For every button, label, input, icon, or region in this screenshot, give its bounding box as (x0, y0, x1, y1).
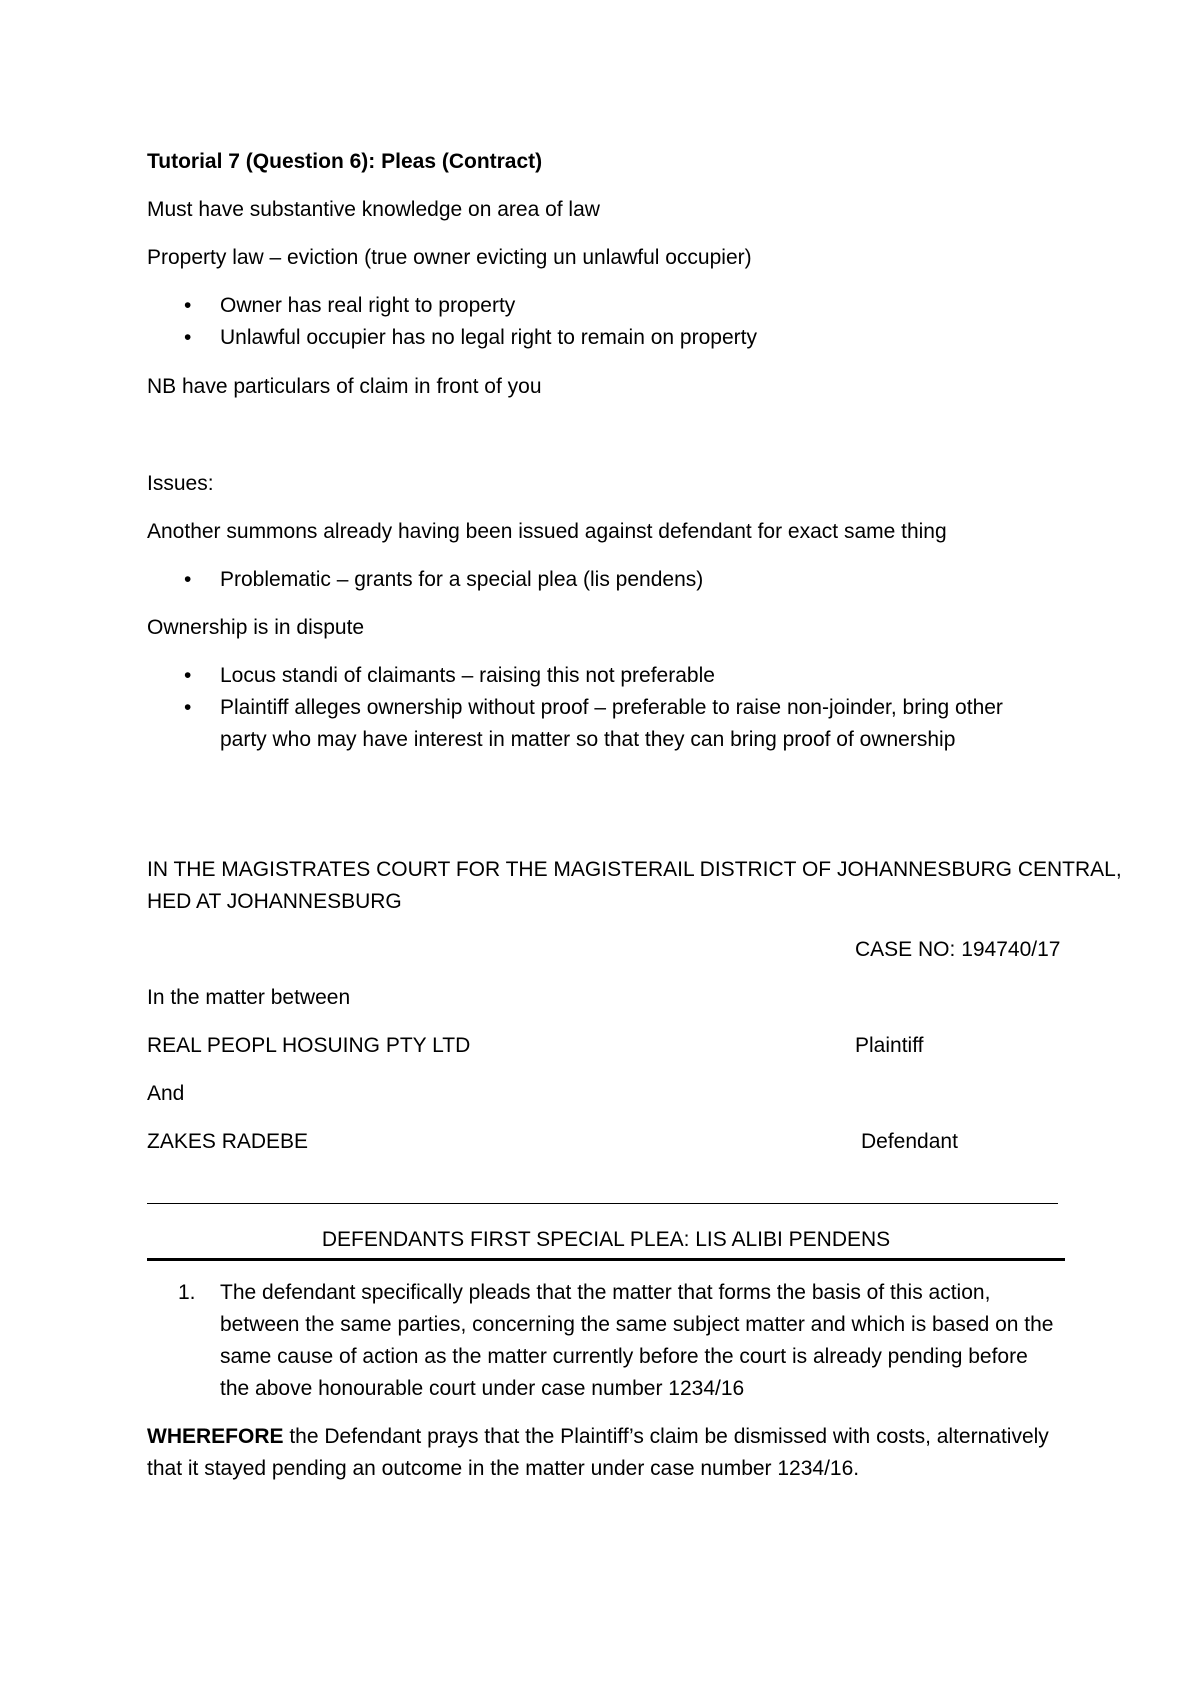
court-heading-line: IN THE MAGISTRATES COURT FOR THE MAGISTERAIL DISTRICT OF JOHANNESBURG CENTRAL, (147, 858, 1122, 881)
bullet-icon: • (184, 326, 192, 349)
defendant-name: ZAKES RADEBE (147, 1130, 309, 1153)
wherefore-paragraph (147, 1421, 1067, 1485)
paragraph-number: 1. (178, 1281, 196, 1304)
bullet-icon: • (184, 696, 192, 719)
plea-paragraph: The defendant specifically pleads that the matter that forms the basis of this action, between the same parties, concerning the same subject matter and which is based on the same cause of action as the matter currently before the court is already pending before the above honourable court under case number 1234/16 (220, 1281, 1054, 1400)
note-line: NB have particulars of claim in front of you (147, 375, 542, 398)
plaintiff-role: Plaintiff (855, 1034, 924, 1057)
case-number: CASE NO: 194740/17 (855, 938, 1061, 961)
bullet-icon: • (184, 664, 192, 687)
plaintiff-name: REAL PEOPL HOSUING PTY LTD (147, 1034, 471, 1057)
matter-between: In the matter between (147, 986, 351, 1009)
list-item: Locus standi of claimants – raising this not preferable (220, 664, 715, 687)
bullet-icon: • (184, 568, 192, 591)
wherefore-keyword: WHEREFORE (147, 1425, 284, 1448)
note-line: Another summons already having been issued against defendant for exact same thing (147, 520, 947, 543)
and-text: And (147, 1082, 185, 1105)
document-title: Tutorial 7 (Question 6): Pleas (Contract) (147, 150, 543, 173)
list-item: Problematic – grants for a special plea (lis pendens) (220, 568, 704, 591)
list-item: Plaintiff alleges ownership without proof – preferable to raise non-joinder, bring other party who may have interest in matter so that they can bring proof of ownership (220, 696, 1003, 751)
plea-heading: DEFENDANTS FIRST SPECIAL PLEA: LIS ALIBI PENDENS (321, 1228, 891, 1251)
list-item: Unlawful occupier has no legal right to remain on property (220, 326, 757, 349)
defendant-role: Defendant (861, 1130, 958, 1153)
note-line: Must have substantive knowledge on area of law (147, 198, 600, 221)
note-line: Property law – eviction (true owner evicting un unlawful occupier) (147, 246, 752, 269)
note-line: Ownership is in dispute (147, 616, 365, 639)
bullet-icon: • (184, 294, 192, 317)
court-heading-line: HED AT JOHANNESBURG (147, 890, 402, 913)
divider (147, 1258, 1065, 1261)
divider (147, 1203, 1058, 1204)
wherefore-text: the Defendant prays that the Plaintiff’s claim be dismissed with costs, alternatively that it stayed pending an outcome in the matter under case number 1234/16. (147, 1425, 1049, 1480)
list-item: Owner has real right to property (220, 294, 516, 317)
issues-heading: Issues: (147, 472, 214, 495)
